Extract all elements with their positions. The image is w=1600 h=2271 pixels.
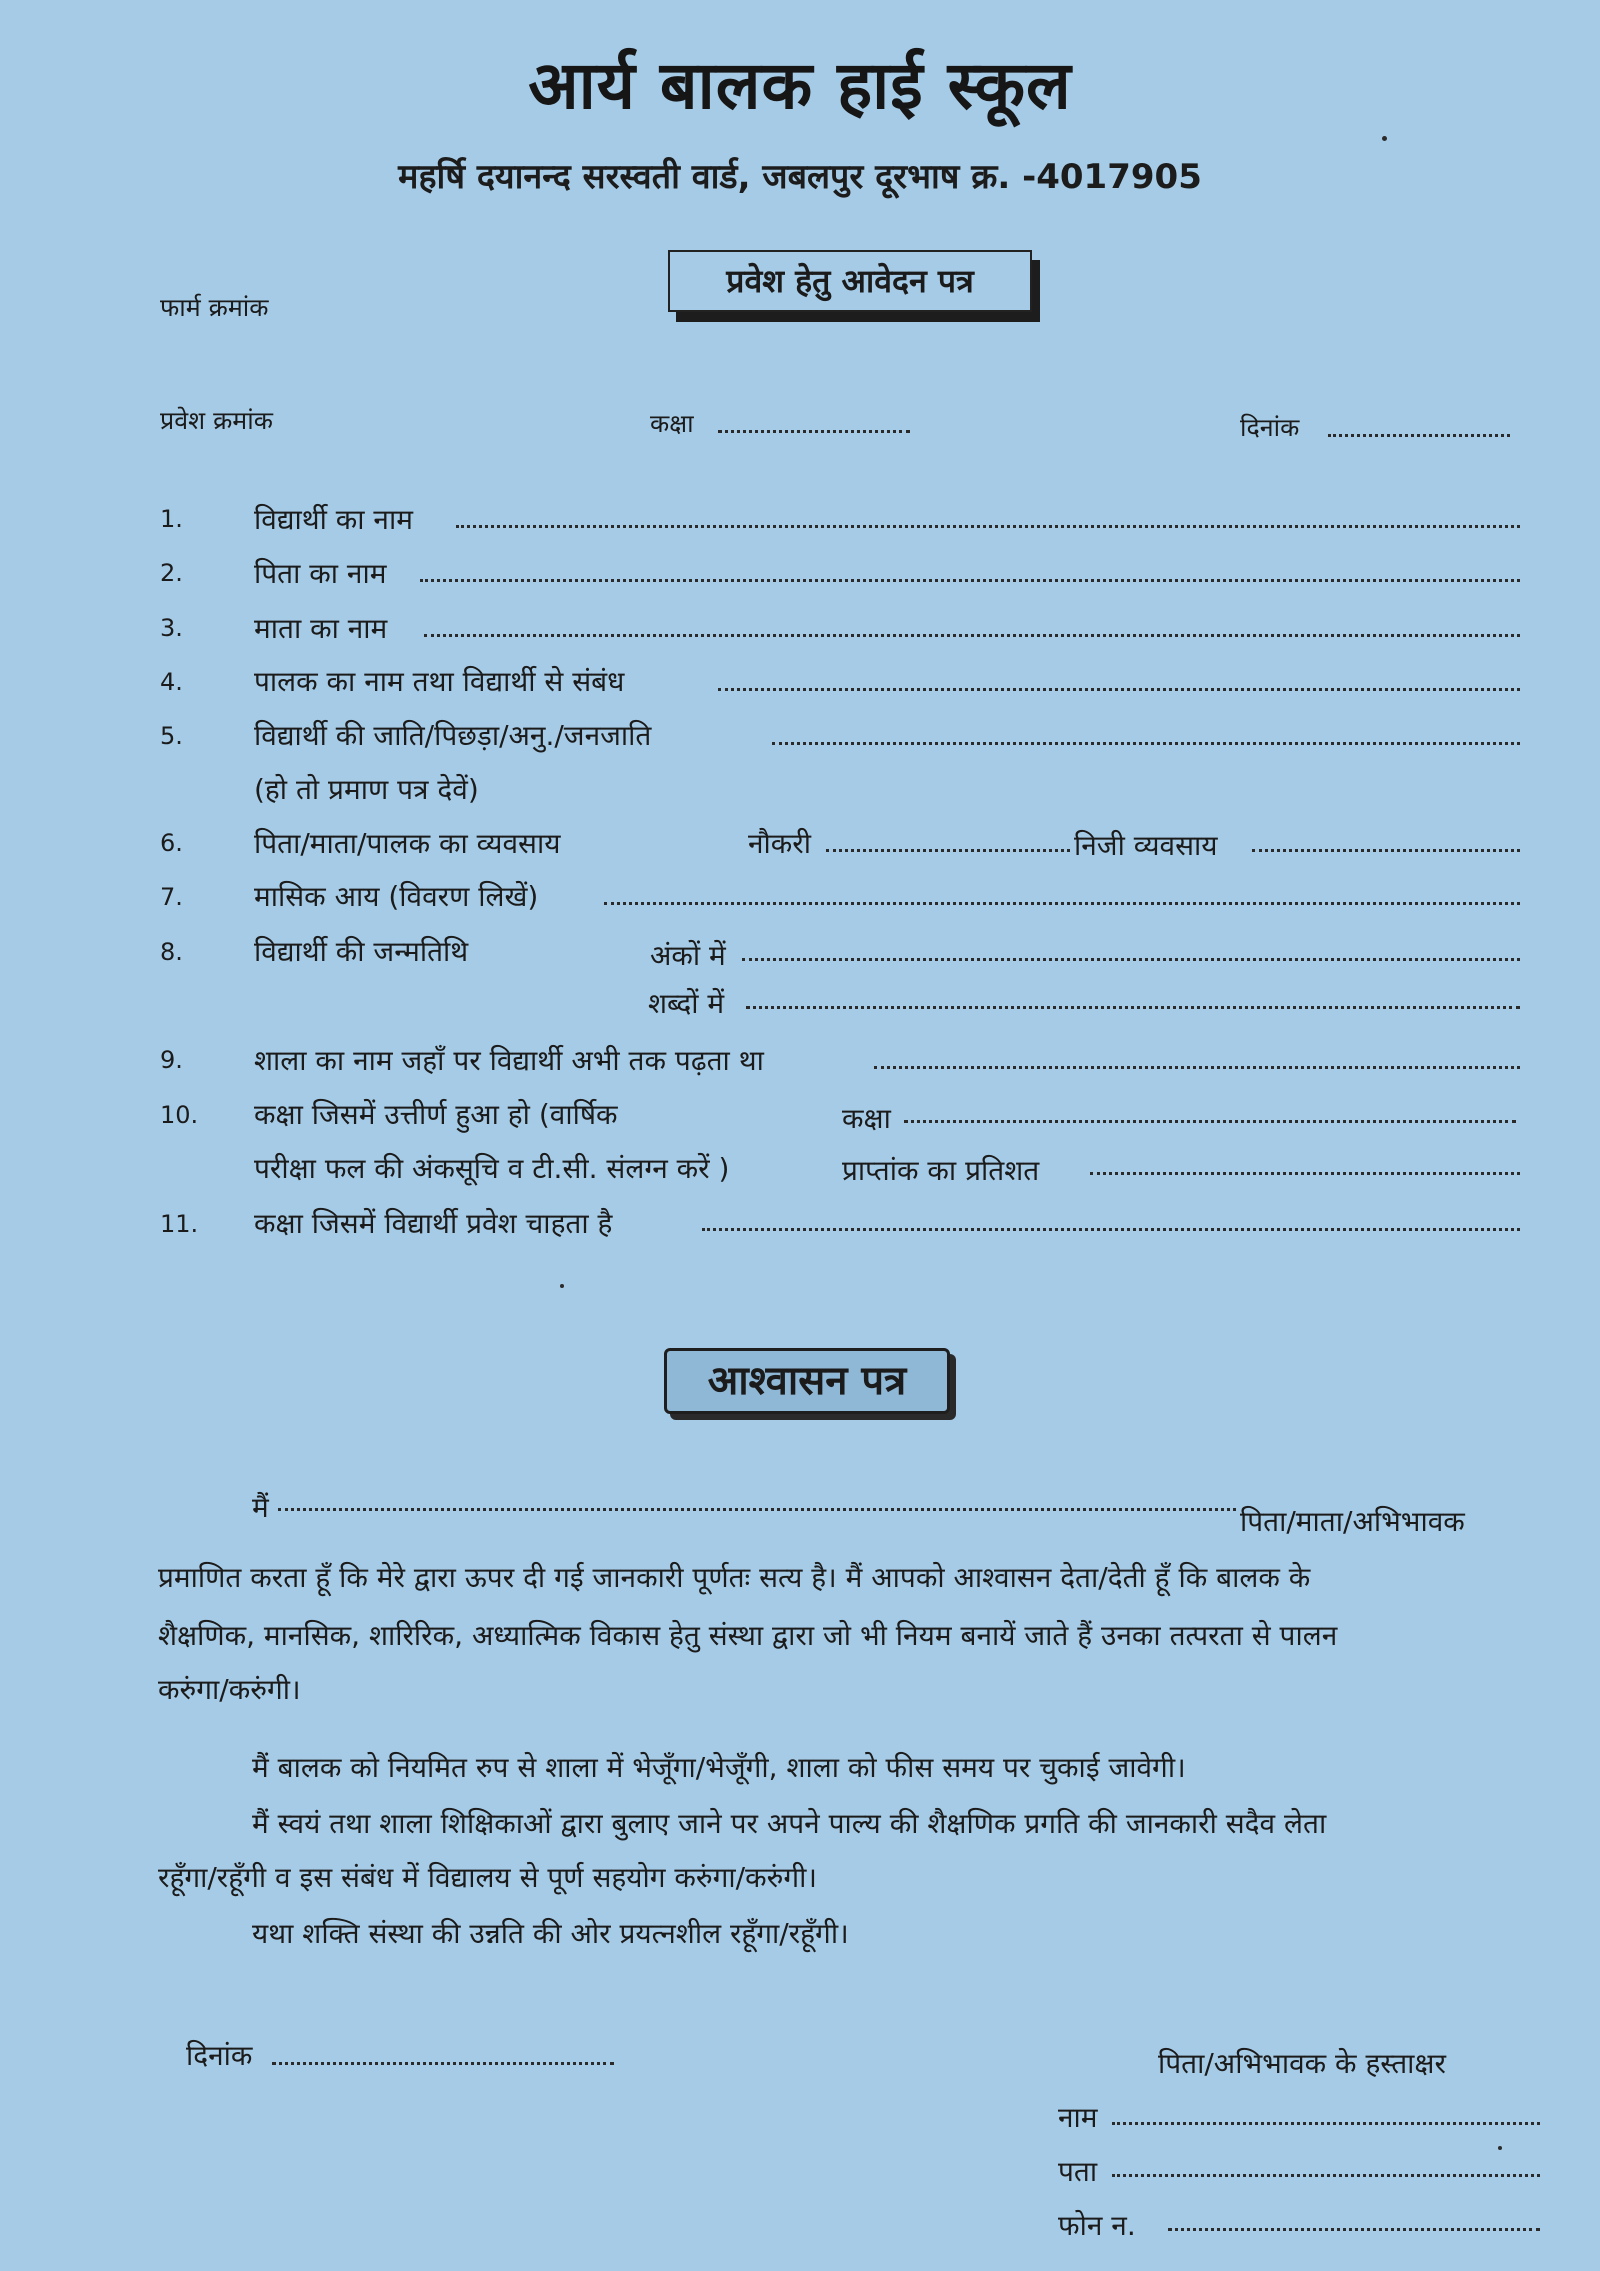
footer-phone-label: फोन न. — [1058, 2209, 1136, 2242]
assurance-parent-label: पिता/माता/अभिभावक — [1240, 1505, 1465, 1538]
assurance-paragraph-1: शैक्षणिक, मानसिक, शारिरिक, अध्यात्मिक विकास हेतु संस्था द्वारा जो भी नियम बनायें जाते हैं उनका तत्परता से पालन — [158, 1619, 1338, 1652]
dob-words-field[interactable] — [746, 1006, 1520, 1009]
class-label: कक्षा — [650, 409, 694, 438]
row-number: 1. — [160, 505, 183, 533]
footer-date-label: दिनांक — [186, 2039, 253, 2072]
footer-address-field[interactable] — [1112, 2174, 1540, 2177]
occupation-business-field[interactable] — [1252, 849, 1520, 852]
row-number: 11. — [160, 1210, 199, 1238]
row-number: 9. — [160, 1046, 183, 1074]
assurance-title: आश्वासन पत्र — [707, 1358, 907, 1404]
previous-school-field[interactable] — [874, 1066, 1520, 1069]
footer-name-field[interactable] — [1112, 2122, 1540, 2125]
form-title-box — [668, 250, 1032, 312]
row-number: 3. — [160, 614, 183, 642]
occupation-business-label: निजी व्यवसाय — [1074, 829, 1218, 862]
dob-digits-label: अंकों में — [650, 939, 726, 972]
school-address: महर्षि दयानन्द सरस्वती वार्ड, जबलपुर दूरभाष क्र. -4017905 — [398, 157, 1202, 197]
desired-class-field[interactable] — [702, 1228, 1520, 1231]
monthly-income-field[interactable] — [604, 902, 1520, 905]
caste-certificate-note: (हो तो प्रमाण पत्र देवें) — [254, 773, 479, 806]
occupation-label: पिता/माता/पालक का व्यवसाय — [254, 827, 561, 860]
monthly-income-label: मासिक आय (विवरण लिखें) — [254, 880, 539, 913]
dob-words-label: शब्दों में — [648, 987, 725, 1020]
row-number: 7. — [160, 883, 183, 911]
form-title: प्रवेश हेतु आवेदन पत्र — [726, 262, 974, 300]
assurance-paragraph-1: करुंगा/करुंगी। — [158, 1673, 301, 1706]
previous-school-label: शाला का नाम जहाँ पर विद्यार्थी अभी तक पढ़ता था — [254, 1044, 764, 1077]
occupation-service-label: नौकरी — [748, 827, 812, 860]
passed-class-field[interactable] — [904, 1120, 1516, 1123]
row-number: 4. — [160, 668, 183, 696]
footer-address-label: पता — [1058, 2155, 1098, 2188]
date-label: दिनांक — [1240, 413, 1300, 442]
assurance-paragraph-3: रहूँगा/रहूँगी व इस संबंध में विद्यालय से पूर्ण सहयोग करुंगा/करुंगी। — [158, 1861, 817, 1894]
caste-category-field[interactable] — [772, 742, 1520, 745]
percentage-field[interactable] — [1090, 1172, 1520, 1175]
desired-class-label: कक्षा जिसमें विद्यार्थी प्रवेश चाहता है — [254, 1207, 613, 1240]
paper-speck — [1382, 136, 1387, 141]
occupation-service-field[interactable] — [826, 849, 1070, 852]
passed-class-label: कक्षा जिसमें उत्तीर्ण हुआ हो (वार्षिक — [254, 1098, 618, 1131]
passed-class-note: परीक्षा फल की अंकसूचि व टी.सी. संलग्न करें ) — [254, 1152, 730, 1185]
assurance-title-box — [664, 1348, 950, 1414]
assurance-paragraph-4: यथा शक्ति संस्था की उन्नति की ओर प्रयत्नशील रहूँगा/रहूँगी। — [252, 1917, 849, 1950]
assurance-paragraph-3: मैं स्वयं तथा शाला शिक्षिकाओं द्वारा बुलाए जाने पर अपने पाल्य की शैक्षणिक प्रगति की जानकारी सदैव लेता — [252, 1807, 1327, 1840]
assurance-i-label: मैं — [252, 1491, 269, 1524]
class-field[interactable] — [718, 430, 910, 433]
assurance-paragraph-2: मैं बालक को नियमित रुप से शाला में भेजूँगा/भेजूँगी, शाला को फीस समय पर चुकाई जावेगी। — [252, 1751, 1186, 1784]
passed-class-class-label: कक्षा — [842, 1102, 891, 1135]
guardian-relation-label: पालक का नाम तथा विद्यार्थी से संबंध — [254, 665, 625, 698]
guardian-relation-field[interactable] — [718, 688, 1520, 691]
row-number: 10. — [160, 1101, 199, 1129]
footer-name-label: नाम — [1058, 2101, 1098, 2134]
father-name-label: पिता का नाम — [254, 557, 387, 590]
date-field[interactable] — [1328, 434, 1510, 437]
paper-speck — [560, 1284, 564, 1288]
dob-digits-field[interactable] — [742, 958, 1520, 961]
form-number-label: फार्म क्रमांक — [160, 293, 269, 322]
row-number: 2. — [160, 559, 183, 587]
assurance-paragraph-1: प्रमाणित करता हूँ कि मेरे द्वारा ऊपर दी गई जानकारी पूर्णतः सत्य है। मैं आपको आश्वासन देता/देती हूँ कि बालक के — [158, 1561, 1311, 1594]
school-name: आर्य बालक हाई स्कूल — [528, 47, 1072, 124]
paper-speck — [1498, 2146, 1502, 2150]
row-number: 8. — [160, 938, 183, 966]
dob-label: विद्यार्थी की जन्मतिथि — [254, 935, 469, 968]
row-number: 5. — [160, 722, 183, 750]
row-number: 6. — [160, 829, 183, 857]
mother-name-field[interactable] — [424, 634, 1520, 637]
footer-date-field[interactable] — [272, 2062, 614, 2065]
admission-number-label: प्रवेश क्रमांक — [160, 406, 273, 435]
mother-name-label: माता का नाम — [254, 612, 388, 645]
student-name-label: विद्यार्थी का नाम — [254, 503, 413, 536]
father-name-field[interactable] — [420, 579, 1520, 582]
percentage-label: प्राप्तांक का प्रतिशत — [842, 1154, 1040, 1187]
assurance-name-field[interactable] — [278, 1508, 1236, 1511]
signature-label: पिता/अभिभावक के हस्ताक्षर — [1158, 2047, 1446, 2080]
caste-category-label: विद्यार्थी की जाति/पिछड़ा/अनु./जनजाति — [254, 719, 652, 752]
student-name-field[interactable] — [456, 525, 1520, 528]
footer-phone-field[interactable] — [1168, 2228, 1540, 2231]
